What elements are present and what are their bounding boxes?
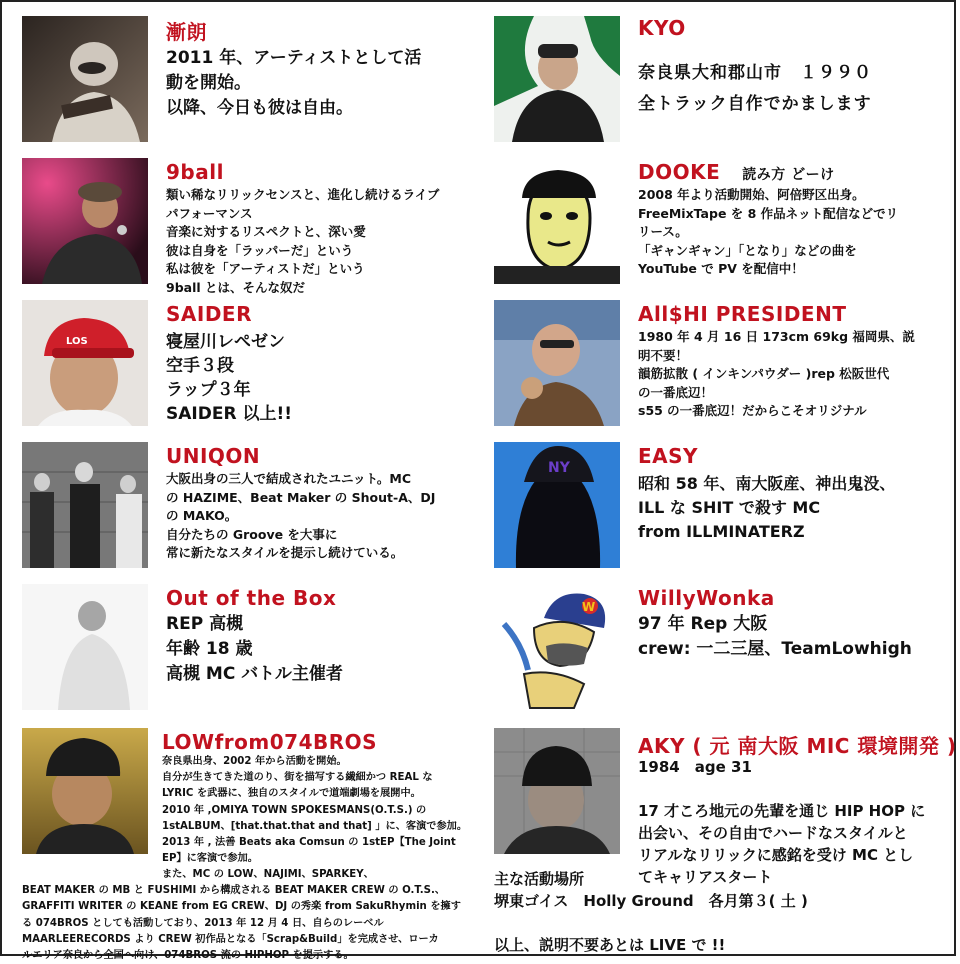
artist-name: UNIQON (166, 444, 261, 468)
artist-name: WillyWonka (638, 586, 775, 610)
artist-description: 97 年 Rep 大阪 crew: 一二三屋、TeamLowhigh (638, 614, 912, 659)
artist-photo (494, 158, 620, 284)
artist-description: 奈良県出身、2002 年から活動を開始。 自分が生きてきた道のり、街を描写する繊細かつ REAL な LYRIC を武器に、独自のスタイルで道端劇場を展開中。 2010 年 ,OMIYA TOWN SPOKESMANS(O.T.S.) の 1stALBUM、[that.that.that and that] 」に、客演で参加。 2013 年 , 法善 Beats aka Comsun の 1stEP【The Joint EP】に客演で参加。 (162, 756, 468, 865)
artist-photo (494, 300, 620, 426)
svg-text:W: W (582, 600, 596, 614)
artist-name: 漸朗 (166, 20, 207, 44)
svg-text:NY: NY (548, 460, 570, 476)
artist-name-reading: 読み方 どーけ (742, 167, 835, 183)
artist-photo (22, 584, 148, 710)
artist-description: 大阪出身の三人で結成されたユニット。MC の HAZIME、Beat Maker の Shout-A、DJ の MAKO。 自分たちの Groove を大事に 常に新たなスタイルを提示し続けている。 (166, 471, 436, 560)
artist-description: 寝屋川レペゼン 空手３段 ラップ３年 SAIDER 以上!! (166, 332, 292, 424)
artist-name: EASY (638, 444, 699, 468)
artist-photo (22, 728, 148, 854)
artist-photo (22, 442, 148, 568)
artist-name: LOWfrom074BROS (162, 730, 378, 754)
artist-description: 2011 年、アーティストとして活 動を開始。 以降、今日も彼は自由。 (166, 48, 422, 118)
artist-description: 昭和 58 年、南大阪産、神出鬼没、 ILL な SHIT で殺す MC from ILLMINATERZ (638, 474, 896, 541)
artist-photo (494, 16, 620, 142)
artist-description-continued: また、MC の LOW、NAJIMI、SPARKEY、 BEAT MAKER の MB と FUSHIMI から構成される BEAT MAKER CREW の O.T.S.、 GRAFFITI WRITER の KEANE from EG CREW、DJ の秀楽 from SakuRhymin を擁す る 074BROS としても活動しており、2013 年 12 月 4 日、自らのレーベル MAARLEERECORDS より CREW 初作品となる「Scrap&Build」を完成させ、ローカ ルエリア奈良から全国へ向け、074BROS 流の HIPHOP を提示する。 (22, 869, 461, 962)
artist-photo (494, 442, 620, 568)
artist-description: 類い稀なリリックセンスと、進化し続けるライブ パフォーマンス 音楽に対するリスペクトと、深い愛 彼は自身を「ラッパーだ」という 私は彼を「アーティストだ」という 9ball とは、そんな奴だ (166, 187, 440, 295)
artist-description: 1980 年 4 月 16 日 173cm 69kg 福岡県、説 明不要！ 韻筋拡散 ( インキンパウダー )rep 松阪世代 の一番底辺！ s55 の一番底辺！だからこそオリジナル (638, 329, 915, 418)
artist-photo (494, 584, 620, 710)
artist-name: KYO (638, 16, 686, 40)
artist-description: 1984 age 31 17 才ころ地元の先輩を通じ HIP HOP に 出会い、その自由でハードなスタイルと リアルなリリックに感銘を受け MC とし てキャリアスタート (638, 758, 926, 886)
artist-description: REP 高槻 年齢 18 歳 高槻 MC バトル主催者 (166, 614, 343, 684)
artist-name: DOOKE 読み方 どーけ (638, 160, 835, 184)
artist-description-continued: 主な活動場所 堺東ゴイス Holly Ground 各月第３( 土 ) 以上、説明不要あとは LIVE で !! (494, 870, 808, 954)
artist-name: All$HI PRESIDENT (638, 302, 847, 326)
artist-name: AKY ( 元 南大阪 MIC 環境開発 ) (638, 734, 957, 758)
artist-name: 9ball (166, 160, 224, 184)
artist-name: Out of the Box (166, 586, 337, 610)
artist-photo (494, 728, 620, 854)
svg-text:LOS: LOS (66, 336, 88, 347)
artist-photo (22, 158, 148, 284)
artist-photo (22, 300, 148, 426)
artist-description: 奈良県大和郡山市 １９９０ 全トラック自作でかまします (638, 63, 872, 114)
artist-description: 2008 年より活動開始、阿倍野区出身。 FreeMixTape を 8 作品ネット配信などでリ リース。 「ギャンギャン」「となり」などの曲を YouTube で PV を配信中！ (638, 187, 899, 276)
artist-name: SAIDER (166, 302, 252, 326)
artist-photo (22, 16, 148, 142)
